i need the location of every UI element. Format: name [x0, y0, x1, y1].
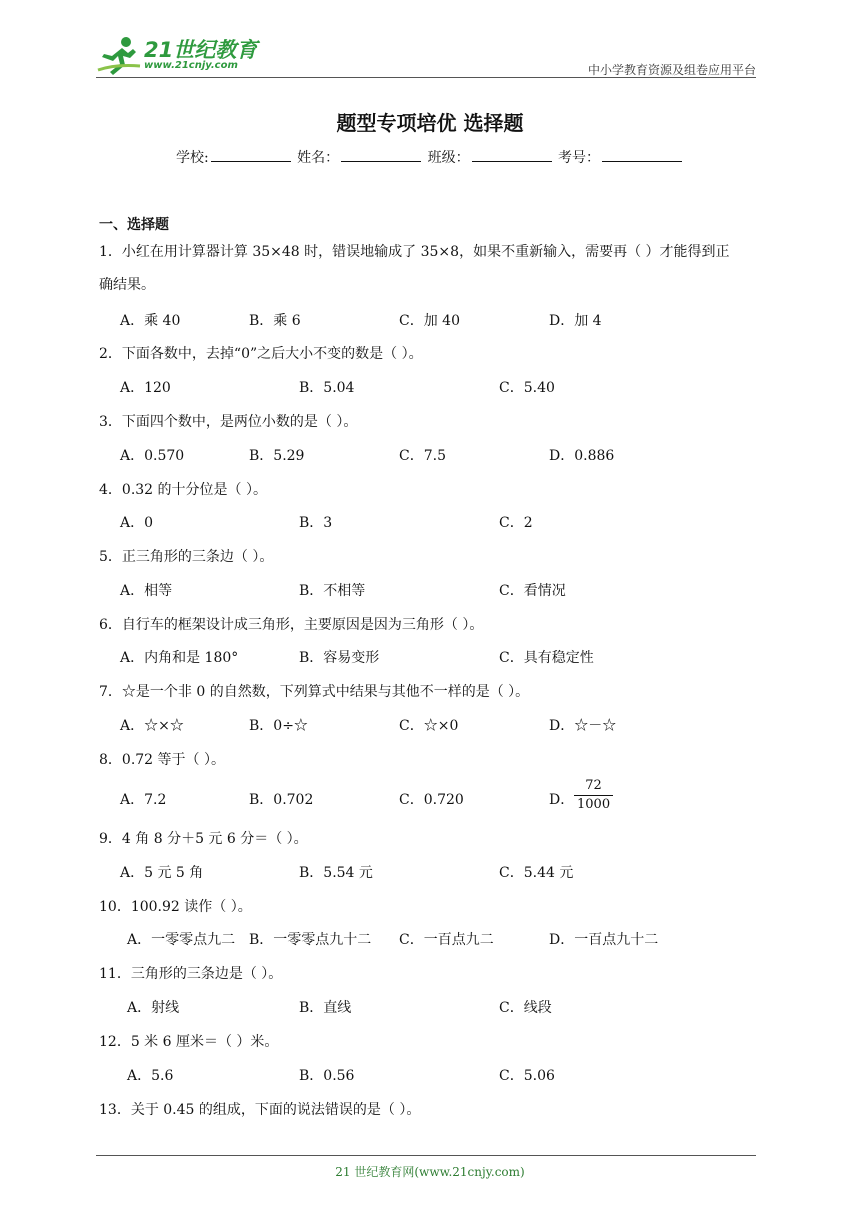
section-heading: 一、选择题: [99, 217, 169, 233]
q2-option-b: B．5.04: [299, 380, 355, 396]
q8-option-b: B．0.702: [249, 792, 314, 808]
q11-option-c: C．线段: [499, 1000, 552, 1016]
q4-option-a: A．0: [120, 515, 154, 531]
header-platform-text: 中小学教育资源及组卷应用平台: [587, 63, 756, 77]
question-13: 13．关于 0.45 的组成，下面的说法错误的是（ ）。: [99, 1102, 421, 1118]
q4-option-b: B．3: [299, 515, 333, 531]
class-label: 班级：: [427, 150, 470, 166]
school-label: 学校:: [175, 150, 209, 166]
exam-no-blank: [602, 147, 682, 162]
q12-option-c: C．5.06: [499, 1068, 555, 1084]
q7-option-c: C．☆×0: [399, 718, 459, 734]
q3-option-a: A．0.570: [120, 448, 185, 464]
page-header: [96, 30, 756, 80]
q9-option-a: A．5 元 5 角: [120, 865, 204, 881]
q12-option-a: A．5.6: [127, 1068, 174, 1084]
q10-option-b: B．一零零点九十二: [249, 932, 372, 948]
q7-option-a: A．☆×☆: [120, 718, 184, 734]
q10-option-a: A．一零零点九二: [127, 932, 236, 948]
q6-option-c: C．具有稳定性: [499, 650, 594, 666]
q8-fraction: [574, 777, 613, 814]
logo-text: 21世纪教育: [144, 38, 258, 62]
class-blank: [472, 147, 552, 162]
q1-option-c: C．加 40: [399, 313, 460, 329]
logo-url: www.21cnjy.com: [144, 60, 238, 71]
q6-option-a: A．内角和是 180°: [120, 650, 239, 666]
name-label: 姓名：: [297, 150, 340, 166]
q8-option-d: [549, 789, 574, 809]
question-5: 5．正三角形的三条边（ ）。: [99, 549, 274, 565]
q12-option-b: B．0.56: [299, 1068, 355, 1084]
q9-option-c: C．5.44 元: [499, 865, 574, 881]
q7-option-b: B．0÷☆: [249, 718, 308, 734]
q10-option-c: C．一百点九二: [399, 932, 494, 948]
question-3: 3．下面四个数中，是两位小数的是（ ）。: [99, 414, 358, 430]
question-10: 10．100.92 读作（ ）。: [99, 899, 252, 915]
q1-option-d: D．加 4: [549, 313, 602, 329]
q11-option-b: B．直线: [299, 1000, 352, 1016]
question-8: 8．0.72 等于（ ）。: [99, 752, 225, 768]
q10-option-d: D．一百点九十二: [549, 932, 659, 948]
q8-option-a: A．7.2: [120, 792, 167, 808]
student-info-line: [0, 147, 860, 167]
q5-option-a: A．相等: [120, 583, 173, 599]
question-12: 12．5 米 6 厘米＝（ ）米。: [99, 1034, 279, 1050]
q8-option-d-label: D．: [549, 792, 575, 808]
question-4: 4．0.32 的十分位是（ ）。: [99, 482, 267, 498]
q3-option-d: D．0.886: [549, 448, 615, 464]
q4-option-c: C．2: [499, 515, 533, 531]
question-2: 2．下面各数中，去掉“0”之后大小不变的数是（ ）。: [99, 346, 423, 362]
page-title: 题型专项培优 选择题: [336, 111, 524, 135]
q9-option-b: B．5.54 元: [299, 865, 373, 881]
q7-option-d: D．☆－☆: [549, 718, 617, 734]
q1-option-a: A．乘 40: [120, 313, 181, 329]
fraction-numerator: 72: [574, 777, 613, 796]
q2-option-c: C．5.40: [499, 380, 555, 396]
q3-option-b: B．5.29: [249, 448, 305, 464]
question-9: 9．4 角 8 分＋5 元 6 分＝（ ）。: [99, 831, 308, 847]
footer-divider: [96, 1155, 756, 1156]
q5-option-c: C．看情况: [499, 583, 566, 599]
q8-option-c: C．0.720: [399, 792, 464, 808]
school-blank: [211, 147, 291, 162]
q1-option-b: B．乘 6: [249, 313, 301, 329]
q11-option-a: A．射线: [127, 1000, 180, 1016]
header-divider: [96, 77, 756, 78]
site-logo: [96, 36, 266, 76]
question-1: 1．小红在用计算器计算 35×48 时，错误地输成了 35×8，如果不重新输入，需要再（ ）才能得到正: [99, 244, 730, 260]
question-6: 6．自行车的框架设计成三角形，主要原因是因为三角形（ ）。: [99, 617, 484, 633]
page-footer: 21 世纪教育网(www.21cnjy.com): [335, 1165, 525, 1179]
question-7: 7．☆是一个非 0 的自然数，下列算式中结果与其他不一样的是（ ）。: [99, 684, 530, 700]
fraction-denominator: 1000: [577, 797, 611, 812]
question-1-line2: 确结果。: [99, 277, 155, 293]
question-11: 11．三角形的三条边是（ ）。: [99, 966, 283, 982]
q6-option-b: B．容易变形: [299, 650, 380, 666]
q5-option-b: B．不相等: [299, 583, 366, 599]
exam-no-label: 考号：: [558, 150, 601, 166]
q2-option-a: A．120: [120, 380, 171, 396]
name-blank: [341, 147, 421, 162]
q3-option-c: C．7.5: [399, 448, 446, 464]
runner-logo-icon: [96, 36, 142, 76]
